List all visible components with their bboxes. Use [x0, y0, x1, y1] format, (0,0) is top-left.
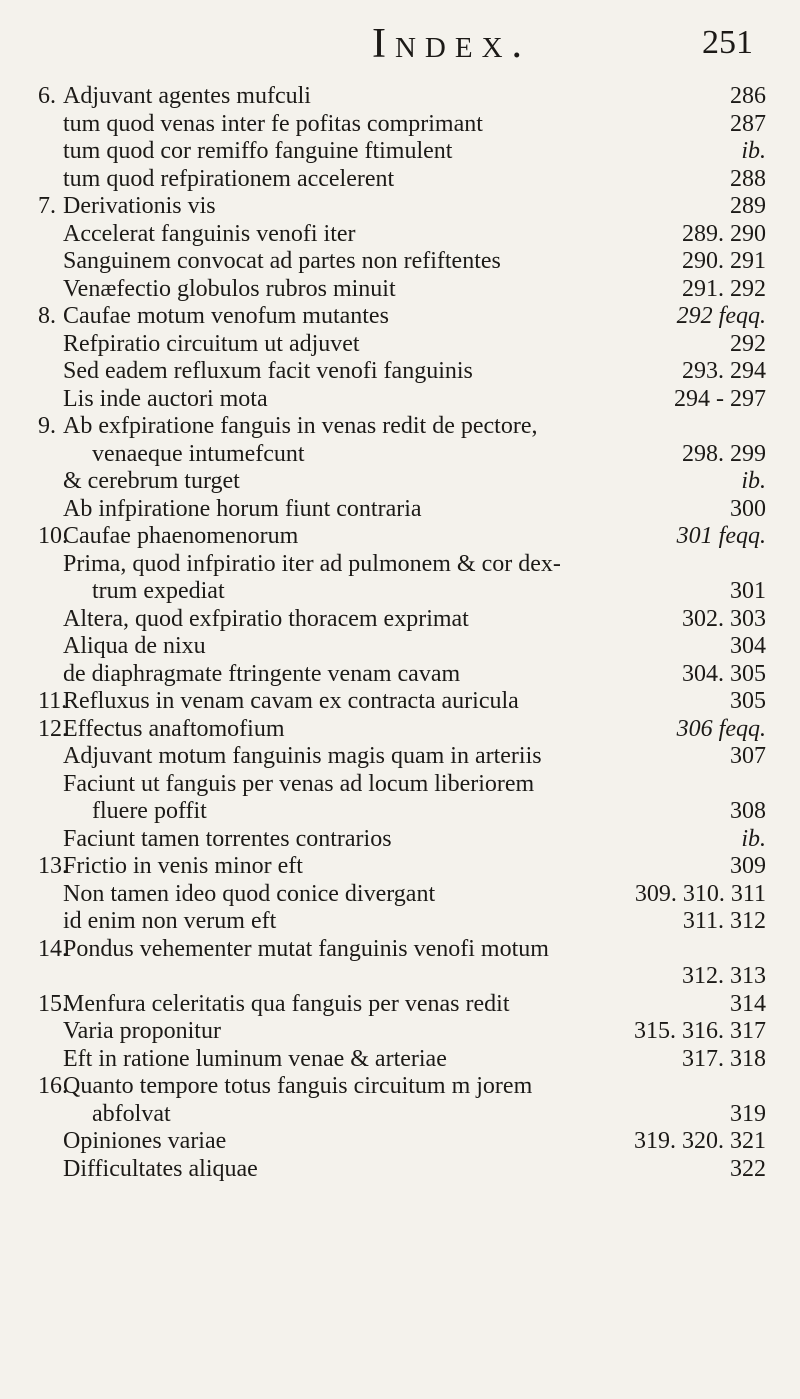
entry-text: Adjuvant agentes mufculi — [63, 83, 311, 109]
index-entry — [0, 331, 800, 359]
entry-text: Adjuvant motum fanguinis magis quam in arteriis — [63, 743, 542, 769]
entry-text: Ab exfpiratione fanguis in venas redit de pectore, — [63, 413, 538, 439]
index-entry — [0, 688, 800, 716]
entry-page-ref: 302. 303 — [682, 605, 766, 632]
entry-page-ref: 306 feqq. — [676, 715, 766, 742]
index-entry — [0, 743, 800, 771]
page-header — [0, 18, 800, 68]
entry-text: Lis inde auctori mota — [63, 385, 268, 412]
entry-page-ref: 289. 290 — [682, 220, 766, 247]
entry-page-ref: 319. 320. 321 — [634, 1128, 766, 1154]
entry-page-ref: 300 — [730, 495, 766, 522]
entry-text: Caufae motum venofum mutantes — [63, 303, 389, 329]
entry-page-ref: 319 — [730, 1100, 766, 1127]
index-entry — [0, 853, 800, 881]
index-entry — [0, 633, 800, 661]
entry-text: Quanto tempore totus fanguis circuitum m jorem — [63, 1073, 533, 1099]
page-number: 251 — [702, 24, 753, 61]
entry-text: Non tamen ideo quod conice divergant — [63, 880, 436, 907]
entry-text: fluere poffit — [92, 798, 207, 824]
entry-text: venaeque intumefcunt — [92, 440, 305, 467]
entry-page-ref: 308 — [730, 798, 766, 824]
entry-number: 9. — [38, 413, 56, 439]
entry-number: 15. — [38, 990, 68, 1017]
index-entry — [0, 1156, 800, 1184]
entry-page-ref: 317. 318 — [682, 1045, 766, 1072]
entry-text: Altera, quod exfpiratio thoracem exprimat — [63, 605, 469, 632]
entry-text: Aliqua de nixu — [63, 633, 206, 659]
index-entry — [0, 991, 800, 1019]
index-entry — [0, 386, 800, 414]
entry-text: Eft in ratione luminum venae & arteriae — [63, 1045, 447, 1072]
entry-page-ref: 312. 313 — [682, 963, 766, 989]
entry-page-ref: 309 — [730, 853, 766, 879]
entry-text: Accelerat fanguinis venofi iter — [63, 220, 356, 247]
entry-number: 14. — [38, 935, 68, 962]
entry-text: & cerebrum turget — [63, 468, 240, 494]
index-entries — [0, 83, 800, 1183]
index-entry — [0, 551, 800, 579]
index-entry — [0, 606, 800, 634]
entry-page-ref: 287 — [730, 110, 766, 137]
running-title: Index. — [372, 21, 532, 67]
entry-page-ref: 322 — [730, 1155, 766, 1182]
entry-page-ref: 311. 312 — [682, 908, 766, 934]
entry-page-ref: 292 — [730, 330, 766, 357]
entry-number: 8. — [38, 303, 56, 329]
entry-number: 11. — [38, 688, 68, 714]
entry-text: Ab infpiratione horum fiunt contraria — [63, 495, 422, 522]
index-entry — [0, 661, 800, 689]
entry-text: Menfura celeritatis qua fanguis per venas redit — [63, 990, 510, 1017]
index-entry — [0, 1128, 800, 1156]
entry-text: Venæfectio globulos rubros minuit — [63, 275, 396, 302]
entry-page-ref: 288 — [730, 165, 766, 192]
index-entry — [0, 166, 800, 194]
entry-text: trum expediat — [92, 578, 225, 604]
index-entry — [0, 1101, 800, 1129]
entry-page-ref: 291. 292 — [682, 275, 766, 302]
entry-page-ref: 292 feqq. — [676, 303, 766, 329]
entry-text: Frictio in venis minor eft — [63, 853, 303, 879]
entry-number: 12. — [38, 715, 68, 742]
entry-page-ref: 309. 310. 311 — [634, 880, 766, 907]
index-entry — [0, 138, 800, 166]
index-entry — [0, 1073, 800, 1101]
index-entry — [0, 963, 800, 991]
index-entry — [0, 441, 800, 469]
entry-page-ref: 298. 299 — [682, 440, 766, 467]
entry-page-ref: 305 — [730, 688, 766, 714]
index-entry — [0, 578, 800, 606]
entry-page-ref: ib. — [741, 825, 766, 852]
entry-text: Varia proponitur — [63, 1018, 221, 1044]
entry-text: Opiniones variae — [63, 1128, 227, 1154]
index-entry — [0, 908, 800, 936]
entry-page-ref: 314 — [730, 990, 766, 1017]
index-entry — [0, 1018, 800, 1046]
entry-page-ref: 294 - 297 — [674, 385, 766, 412]
index-entry — [0, 798, 800, 826]
entry-page-ref: 289 — [730, 193, 766, 219]
entry-text: Prima, quod infpiratio iter ad pulmonem & cor dex- — [63, 550, 561, 577]
entry-text: de diaphragmate ftringente venam cavam — [63, 660, 461, 687]
entry-text: tum quod venas inter fe pofitas comprimant — [63, 110, 483, 137]
entry-text: Caufae phaenomenorum — [63, 523, 299, 549]
index-entry — [0, 716, 800, 744]
index-entry — [0, 496, 800, 524]
entry-text: Refpiratio circuitum ut adjuvet — [63, 330, 360, 357]
entry-text: Pondus vehementer mutat fanguinis venofi motum — [63, 935, 549, 962]
entry-page-ref: ib. — [741, 468, 766, 494]
entry-text: tum quod cor remiffo fanguine ftimulent — [63, 138, 453, 164]
index-entry — [0, 413, 800, 441]
index-entry — [0, 111, 800, 139]
index-entry — [0, 83, 800, 111]
index-entry — [0, 276, 800, 304]
index-entry — [0, 193, 800, 221]
entry-text: abfolvat — [92, 1100, 171, 1127]
entry-page-ref: 315. 316. 317 — [634, 1018, 766, 1044]
index-entry — [0, 248, 800, 276]
entry-text: id enim non verum eft — [63, 908, 277, 934]
entry-text: tum quod refpirationem accelerent — [63, 165, 395, 192]
index-entry — [0, 468, 800, 496]
entry-page-ref: 290. 291 — [682, 248, 766, 274]
entry-number: 10. — [38, 523, 68, 549]
index-entry — [0, 523, 800, 551]
entry-text: Sanguinem convocat ad partes non refiftentes — [63, 248, 501, 274]
entry-text: Faciunt tamen torrentes contrarios — [63, 825, 392, 852]
index-entry — [0, 221, 800, 249]
index-entry — [0, 826, 800, 854]
entry-page-ref: 286 — [730, 83, 766, 109]
index-entry — [0, 1046, 800, 1074]
entry-number: 7. — [38, 193, 56, 219]
entry-text: Difficultates aliquae — [63, 1155, 258, 1182]
index-entry — [0, 303, 800, 331]
entry-text: Refluxus in venam cavam ex contracta auricula — [63, 688, 519, 714]
entry-text: Sed eadem refluxum facit venofi fanguinis — [63, 358, 473, 384]
entry-page-ref: 301 — [730, 578, 766, 604]
entry-text: Derivationis vis — [63, 193, 216, 219]
entry-page-ref: 304. 305 — [682, 660, 766, 687]
index-entry — [0, 771, 800, 799]
entry-page-ref: 304 — [730, 633, 766, 659]
entry-number: 6. — [38, 83, 56, 109]
index-entry — [0, 358, 800, 386]
entry-number: 16. — [38, 1073, 68, 1099]
index-entry — [0, 881, 800, 909]
entry-number: 13. — [38, 853, 68, 879]
entry-text: Faciunt ut fanguis per venas ad locum liberiorem — [63, 770, 535, 797]
index-entry — [0, 936, 800, 964]
entry-page-ref: 307 — [730, 743, 766, 769]
entry-page-ref: 301 feqq. — [676, 523, 766, 549]
entry-page-ref: 293. 294 — [682, 358, 766, 384]
entry-page-ref: ib. — [741, 138, 766, 164]
entry-text: Effectus anaftomofium — [63, 715, 285, 742]
